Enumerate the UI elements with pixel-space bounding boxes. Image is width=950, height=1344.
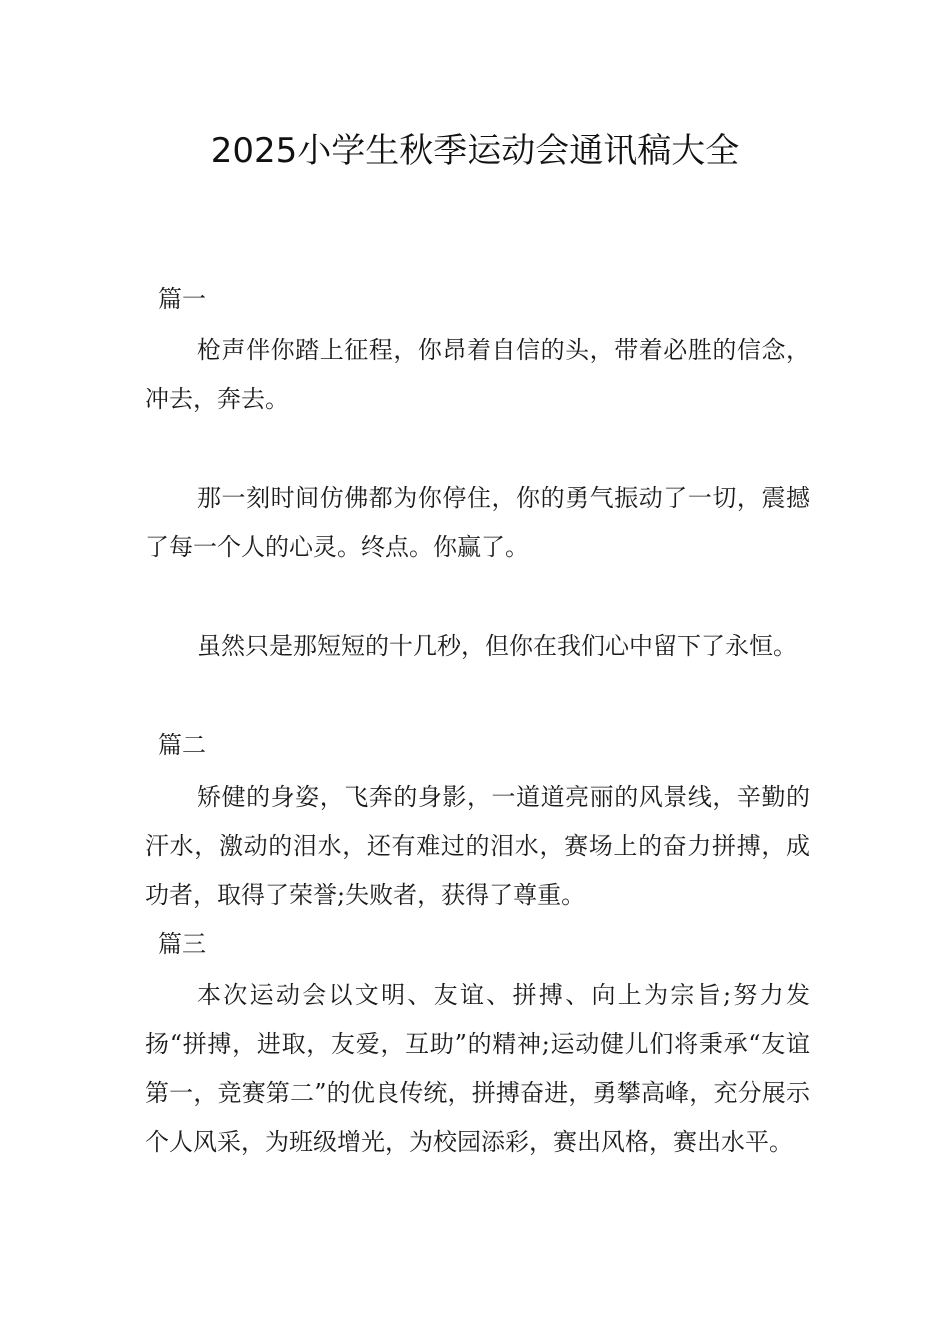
paragraph: 虽然只是那短短的十几秒，但你在我们心中留下了永恒。 xyxy=(197,632,797,660)
section-heading-3: 篇三 xyxy=(158,930,206,958)
paragraph: 本次运动会以文明、友谊、拼搏、向上为宗旨;努力发扬“拼搏，进取，友爱，互助”的精神;运动健儿们将秉承“友谊第一，竞赛第二”的优良传统，拼搏奋进，勇攀高峰，充分展示个人风采，为班级增光，为校园添彩，赛出风格，赛出水平。 xyxy=(145,981,810,1156)
paragraph: 那一刻时间仿佛都为你停住，你的勇气振动了一切，震撼了每一个人的心灵。终点。你赢了。 xyxy=(145,484,810,561)
document-title: 2025小学生秋季运动会通讯稿大全 xyxy=(210,131,740,171)
paragraph: 矫健的身姿，飞奔的身影，一道道亮丽的风景线，辛勤的汗水，激动的泪水，还有难过的泪水，赛场上的奋力拼搏，成功者，取得了荣誉;失败者，获得了尊重。 xyxy=(145,783,810,909)
paragraph: 枪声伴你踏上征程，你昂着自信的头，带着必胜的信念，冲去，奔去。 xyxy=(145,336,810,413)
section-heading-2: 篇二 xyxy=(158,731,206,759)
section-heading-1: 篇一 xyxy=(158,285,206,313)
